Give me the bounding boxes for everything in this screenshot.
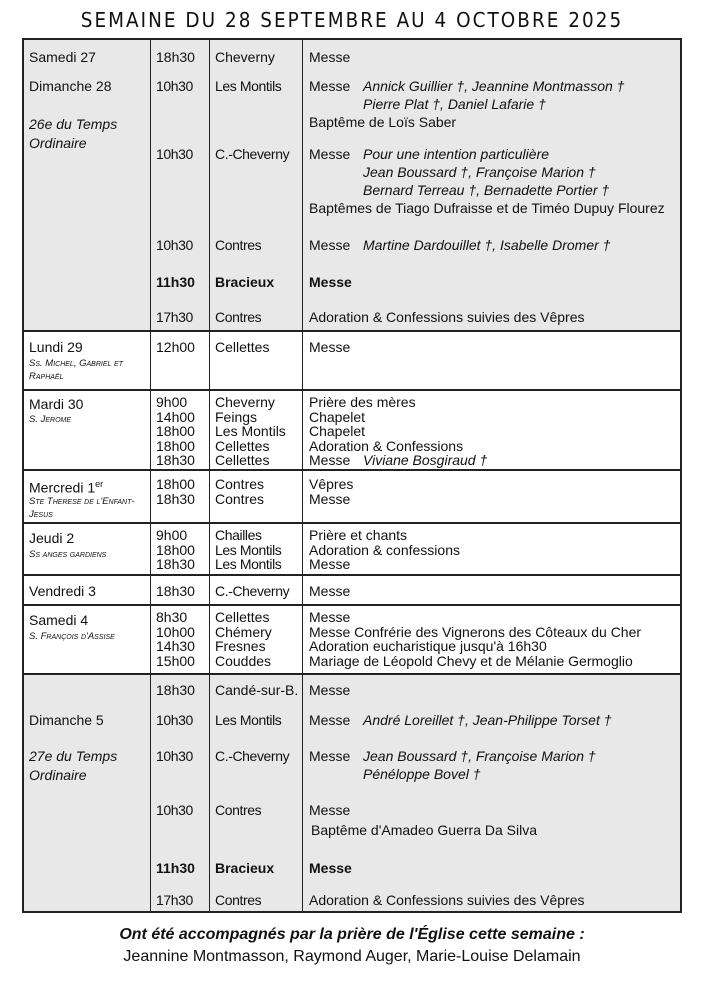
day-label: Samedi 27 <box>29 49 96 65</box>
day-label: Lundi 29 <box>29 339 83 355</box>
event-time: 10h30 <box>156 237 193 253</box>
weekend-block-28 <box>24 40 680 330</box>
day-block-mardi <box>24 389 680 469</box>
event-times: 9h00 18h00 18h30 <box>156 527 195 572</box>
event-places: Cheverny Feings Les Montils Cellettes Cellettes <box>215 394 286 468</box>
mass-intention: Pénéloppe Bovel † <box>363 766 481 782</box>
saint-note: S. François d'Assise <box>29 631 115 642</box>
event-place: Candé-sur-B. <box>215 682 299 698</box>
baptism-note: Baptême de Loïs Saber <box>309 114 457 130</box>
weekend-block-5 <box>24 673 680 911</box>
event-time: 11h30 <box>156 274 195 290</box>
event-time: 10h30 <box>156 802 193 818</box>
event-times: 18h00 18h30 <box>156 476 195 507</box>
event-activities: Prière des mères Chapelet Chapelet Adoration & Confessions Messe Viviane Bosgiraud † <box>309 394 488 468</box>
mass-intention: André Loreillet †, Jean-Philippe Torset † <box>363 712 612 728</box>
event-time: 10h30 <box>156 712 193 728</box>
saint-note: S. Jerome <box>29 414 72 425</box>
mass-intention: Pierre Plat †, Daniel Lafarie † <box>363 96 546 112</box>
event-time: 10h30 <box>156 146 193 162</box>
event-place: Contres <box>215 237 262 253</box>
mass-intention: Martine Dardouillet †, Isabelle Dromer † <box>363 237 611 253</box>
day-label: Samedi 4 <box>29 612 89 628</box>
schedule-table <box>22 38 682 913</box>
event-activity: Messe Baptême d'Amadeo Guerra Da Silva <box>309 802 538 838</box>
event-time: 10h30 <box>156 748 193 764</box>
day-label: Jeudi 2 <box>29 530 75 546</box>
day-block-jeudi <box>24 522 680 574</box>
day-block-lundi <box>24 330 680 389</box>
event-places: Cellettes Chémery Fresnes Couddes <box>215 609 272 669</box>
day-label: Mercredi 1er <box>29 479 104 496</box>
event-place: Les Montils <box>215 712 282 728</box>
baptism-note: Baptême d'Amadeo Guerra Da Silva <box>311 822 538 838</box>
event-activity: Messe André Loreillet †, Jean-Philippe Torset † <box>309 712 612 728</box>
event-places: Contres Contres <box>215 476 265 507</box>
event-place: Cheverny <box>215 49 275 65</box>
event-activity: Messe Jean Boussard †, Françoise Marion † Pénéloppe Bovel † <box>309 748 596 782</box>
event-times: 9h00 14h00 18h00 18h00 18h30 <box>156 394 195 468</box>
saint-note: Ss. Michel, Gabriel et Raphaël <box>29 358 123 382</box>
event-place: Bracieux <box>215 274 275 290</box>
prayer-heading: Ont été accompagnés par la prière de l'Église cette semaine : <box>119 926 585 943</box>
mass-intention: Viviane Bosgiraud † <box>363 452 488 468</box>
event-time: 10h30 <box>156 78 193 94</box>
event-activity: Messe Annick Guillier †, Jeannine Montmasson † Pierre Plat †, Daniel Lafarie † Baptême de Loïs Saber <box>309 78 625 130</box>
day-label: Dimanche 5 <box>29 712 104 728</box>
day-block-samedi-4 <box>24 604 680 673</box>
event-place: C.-Cheverny <box>215 583 290 599</box>
event-activity: Messe <box>309 339 351 355</box>
event-activity: Messe <box>309 583 351 599</box>
mass-intention: Jean Boussard †, Françoise Marion † <box>363 748 596 764</box>
mass-intention: Annick Guillier †, Jeannine Montmasson † <box>363 78 625 94</box>
day-label: Dimanche 28 <box>29 78 112 94</box>
event-place: Cellettes <box>215 339 270 355</box>
event-activity: Adoration & Confessions suivies des Vêpres <box>309 309 585 325</box>
event-place: Contres <box>215 309 262 325</box>
event-time: 11h30 <box>156 860 195 876</box>
event-place: C.-Cheverny <box>215 748 290 764</box>
mass-intention: Jean Boussard †, Françoise Marion † <box>363 164 596 180</box>
event-place: Contres <box>215 802 262 818</box>
event-time: 18h30 <box>156 682 195 698</box>
mass-intention: Pour une intention particulière <box>363 146 550 162</box>
event-activity: Messe <box>309 682 351 698</box>
event-times: 8h30 10h00 14h30 15h00 <box>156 609 195 669</box>
baptism-note: Baptêmes de Tiago Dufraisse et de Timéo Dupuy Flourez <box>309 200 665 216</box>
event-places: Chailles Les Montils Les Montils <box>215 527 282 572</box>
event-activity: Messe <box>309 860 352 876</box>
saint-note: Ste Therese de l'Enfant-Jesus <box>29 496 135 520</box>
day-label: Mardi 30 <box>29 396 84 412</box>
event-time: 17h30 <box>156 892 193 908</box>
page-title: SEMAINE DU 28 SEPTEMBRE AU 4 OCTOBRE 2025 <box>80 8 624 32</box>
event-activities: Messe Messe Confrérie des Vignerons des Côteaux du Cher Adoration eucharistique jusqu'à 16h30 Mariage de Léopold Chevy et de Mélanie Germoglio <box>309 609 642 669</box>
liturgical-note: 27e du Temps Ordinaire <box>29 748 118 783</box>
liturgical-note: 26e du Temps Ordinaire <box>29 116 118 151</box>
day-block-vendredi <box>24 574 680 604</box>
event-activities: Vêpres Messe <box>309 476 354 507</box>
event-activity: Adoration & Confessions suivies des Vêpres <box>309 892 585 908</box>
prayer-names: Jeannine Montmasson, Raymond Auger, Marie-Louise Delamain <box>123 948 581 965</box>
saint-note: Ss anges gardiens <box>29 549 107 560</box>
event-activity: Messe Martine Dardouillet †, Isabelle Dromer † <box>309 237 611 253</box>
event-activity: Messe Pour une intention particulière Jean Boussard †, Françoise Marion † Bernard Terreau †, Bernadette Portier † Baptêmes de Tiago Dufraisse et de Timéo Dupuy Flourez <box>309 146 665 216</box>
event-time: 17h30 <box>156 309 193 325</box>
event-place: Les Montils <box>215 78 282 94</box>
event-place: Bracieux <box>215 860 275 876</box>
mass-intention: Bernard Terreau †, Bernadette Portier † <box>363 182 610 198</box>
event-time: 12h00 <box>156 339 195 355</box>
event-time: 18h30 <box>156 49 195 65</box>
event-place: Contres <box>215 892 262 908</box>
event-place: C.-Cheverny <box>215 146 290 162</box>
day-label: Vendredi 3 <box>29 583 96 599</box>
event-activity: Messe <box>309 49 351 65</box>
event-activity: Messe <box>309 274 352 290</box>
event-time: 18h30 <box>156 583 195 599</box>
event-activities: Prière et chants Adoration & confessions Messe <box>309 527 460 572</box>
day-block-mercredi <box>24 469 680 522</box>
